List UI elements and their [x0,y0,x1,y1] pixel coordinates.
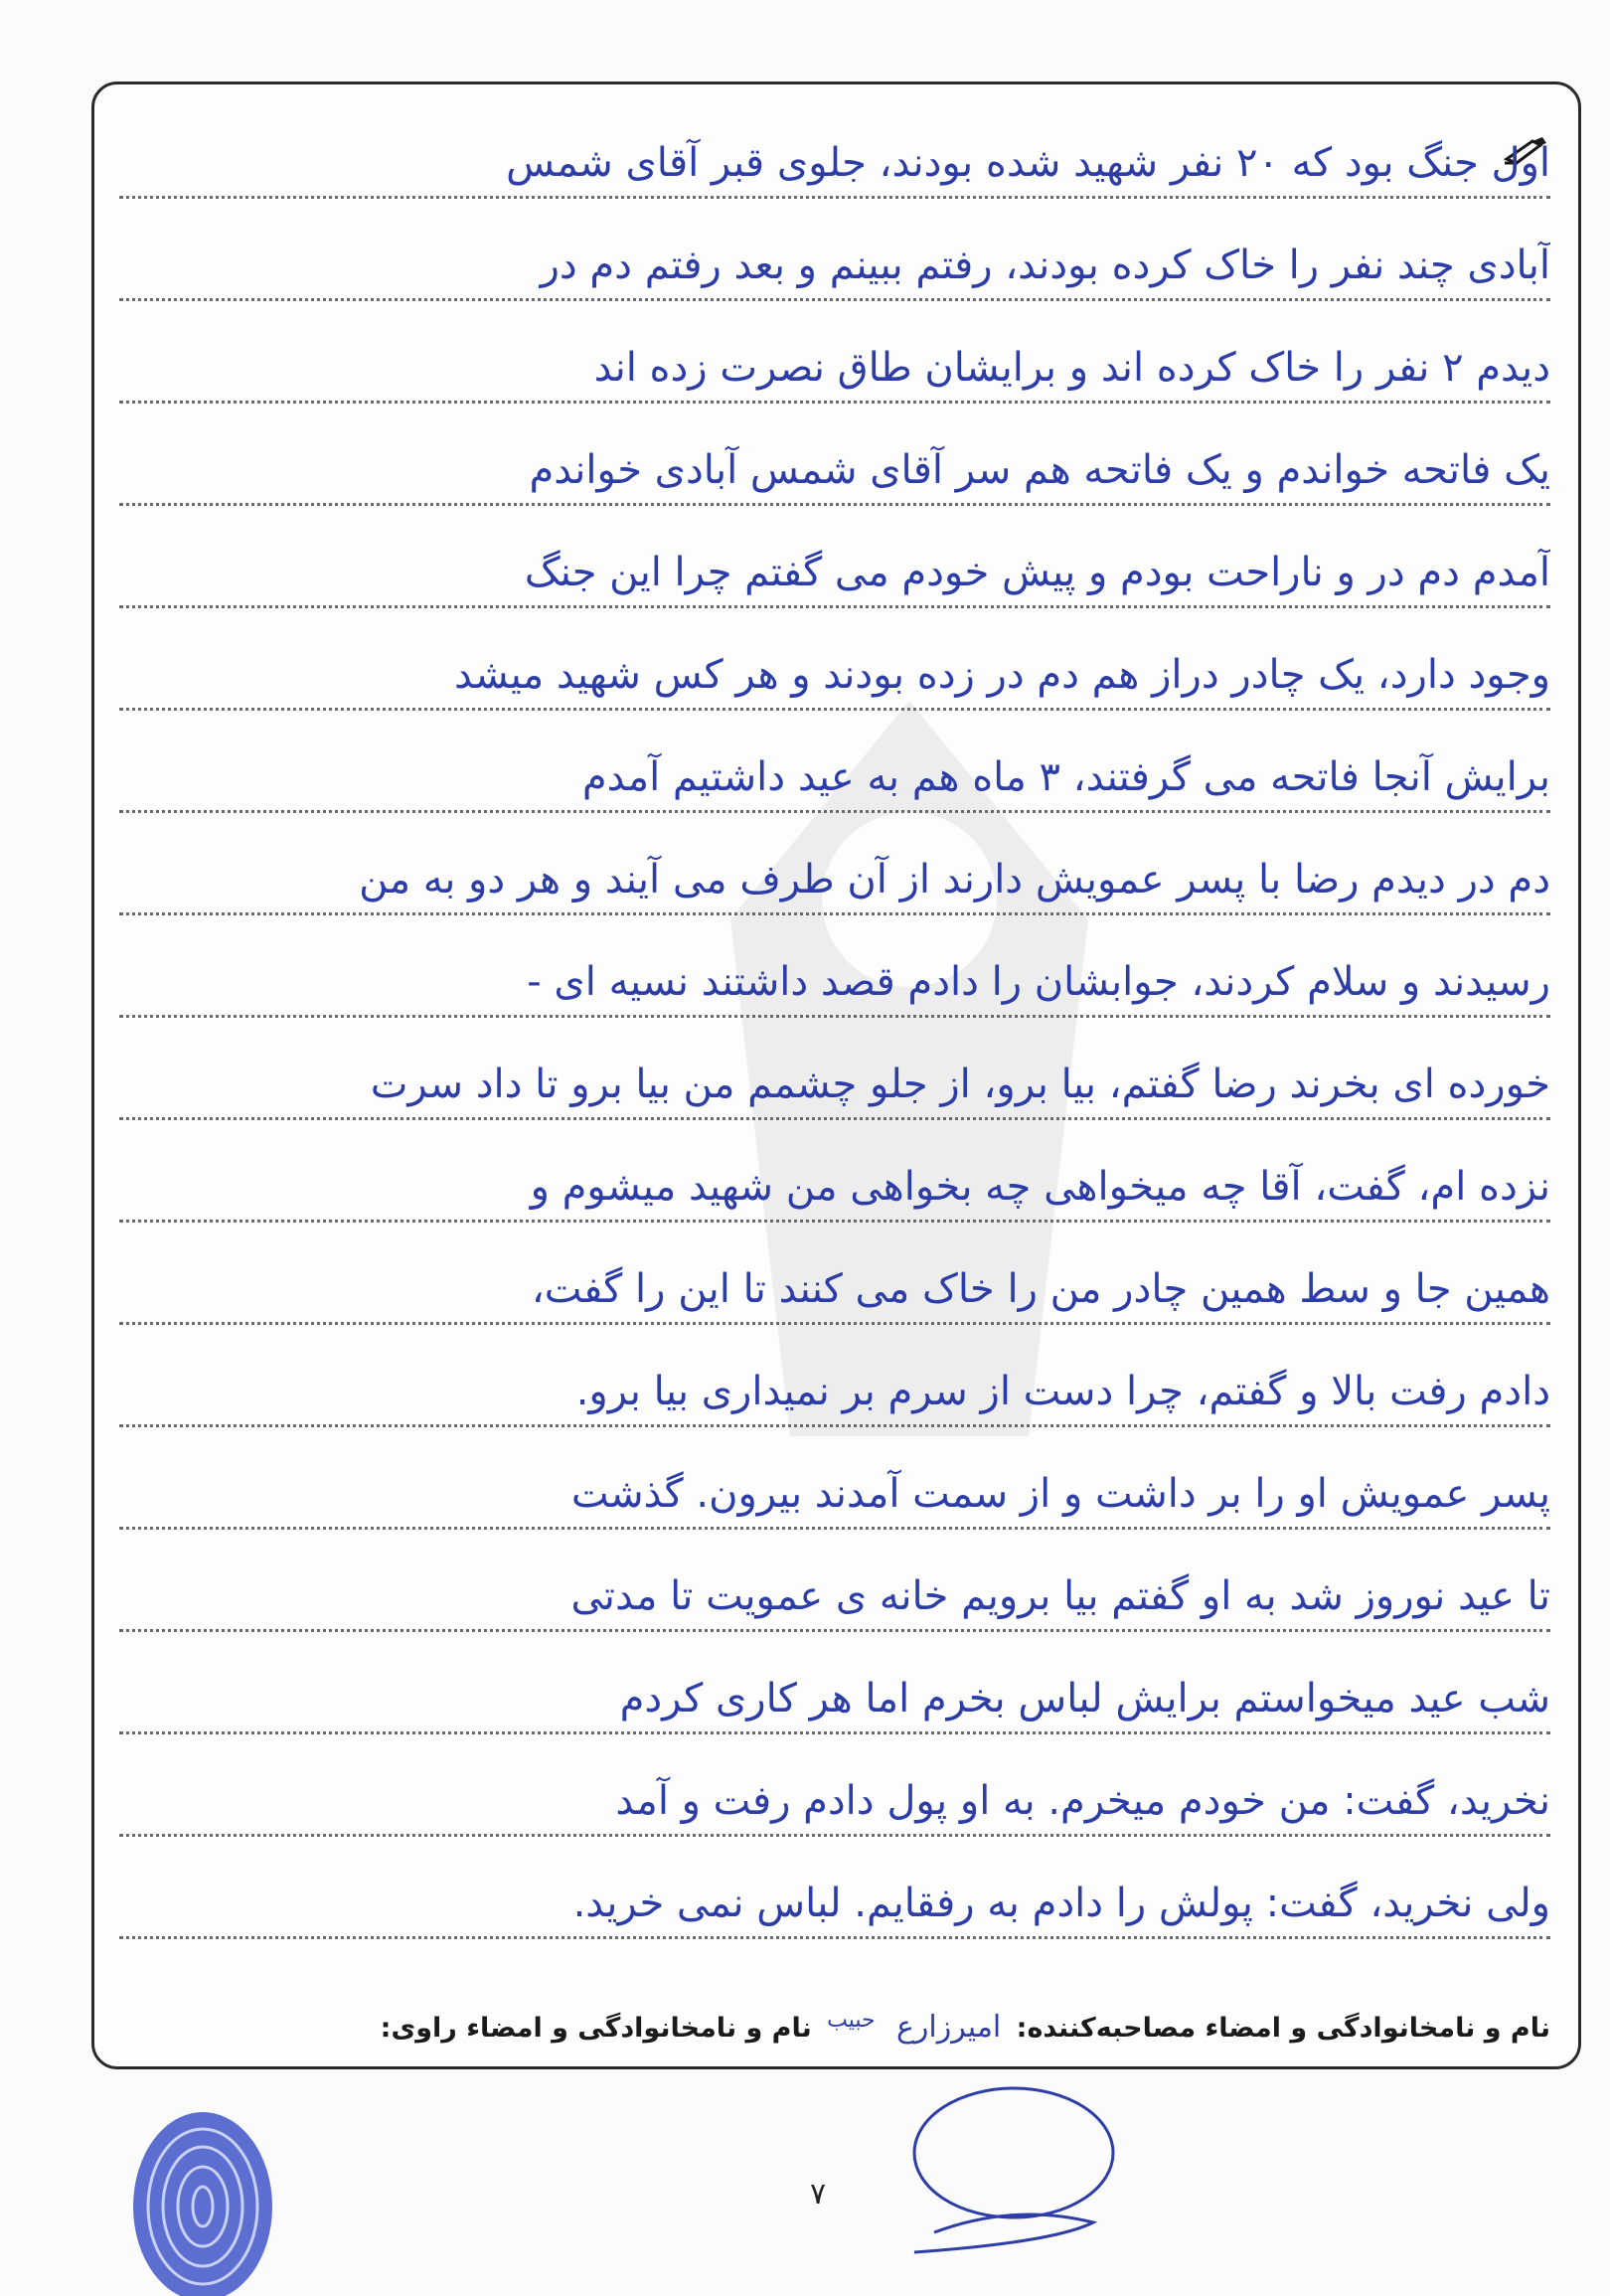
body-line: یک فاتحه خواندم و یک فاتحه هم سر آقای شمس آبادی خواندم [119,416,1550,524]
interviewer-name: امیرزارع [896,2010,1002,2045]
interviewer-label: نام و نامخانوادگی و امضاء مصاحبه‌کننده: [1016,2013,1550,2044]
fingerprint-mark [103,2097,302,2296]
narrator-label: نام و نامخانوادگی و امضاء راوی: [380,2013,812,2044]
body-line: آمدم دم در و ناراحت بودم و پیش خودم می گفتم چرا این جنگ [119,519,1550,626]
interviewer-name-note: حبیب [827,2008,876,2033]
body-line: شب عید میخواستم برایش لباس بخرم اما هر کاری کردم [119,1645,1550,1752]
signature-labels [318,2008,1550,2045]
body-line: وجود دارد، یک چادر دراز هم دم در زده بودند و هر کس شهید میشد [119,621,1550,729]
body-line: دم در دیدم رضا با پسر عمویش دارند از آن طرف می آیند و هر دو به من [119,826,1550,933]
body-line: آبادی چند نفر را خاک کرده بودند، رفتم ببینم و بعد رفتم دم در [119,212,1550,319]
body-line: دادم رفت بالا و گفتم، چرا دست از سرم بر نمیداری بیا برو. [119,1338,1550,1445]
body-line: نخرید، گفت: من خودم میخرم. به او پول دادم رفت و آمد [119,1747,1550,1855]
handwritten-body [119,109,1550,1958]
handwritten-signature [875,2083,1173,2272]
body-line: رسیدند و سلام کردند، جوابشان را دادم قصد داشتند نسیه ای - [119,928,1550,1036]
body-line: اول جنگ بود که ۲۰ نفر شهید شده بودند، جلوی قبر آقای شمس [119,109,1550,217]
body-line: برایش آنجا فاتحه می گرفتند، ۳ ماه هم به عید داشتیم آمدم [119,724,1550,831]
body-line: پسر عمویش او را بر داشت و از سمت آمدند بیرون. گذشت [119,1440,1550,1548]
body-line: ولی نخرید، گفت: پولش را دادم به رفقایم. لباس نمی خرید. [119,1850,1550,1957]
body-line: نزده ام، گفت، آقا چه میخواهی چه بخواهی من شهید میشوم و [119,1133,1550,1240]
body-line: تا عید نوروز شد به او گفتم بیا برویم خانه ی عمویت تا مدتی [119,1543,1550,1650]
body-line: دیدم ۲ نفر را خاک کرده اند و برایشان طاق نصرت زده اند [119,314,1550,421]
body-line: همین جا و سط همین چادر من را خاک می کنند تا این را گفت، [119,1235,1550,1343]
body-line: خورده ای بخرند رضا گفتم، بیا برو، از جلو چشمم من بیا برو تا داد سرت [119,1031,1550,1138]
page-number: ۷ [810,2177,827,2212]
